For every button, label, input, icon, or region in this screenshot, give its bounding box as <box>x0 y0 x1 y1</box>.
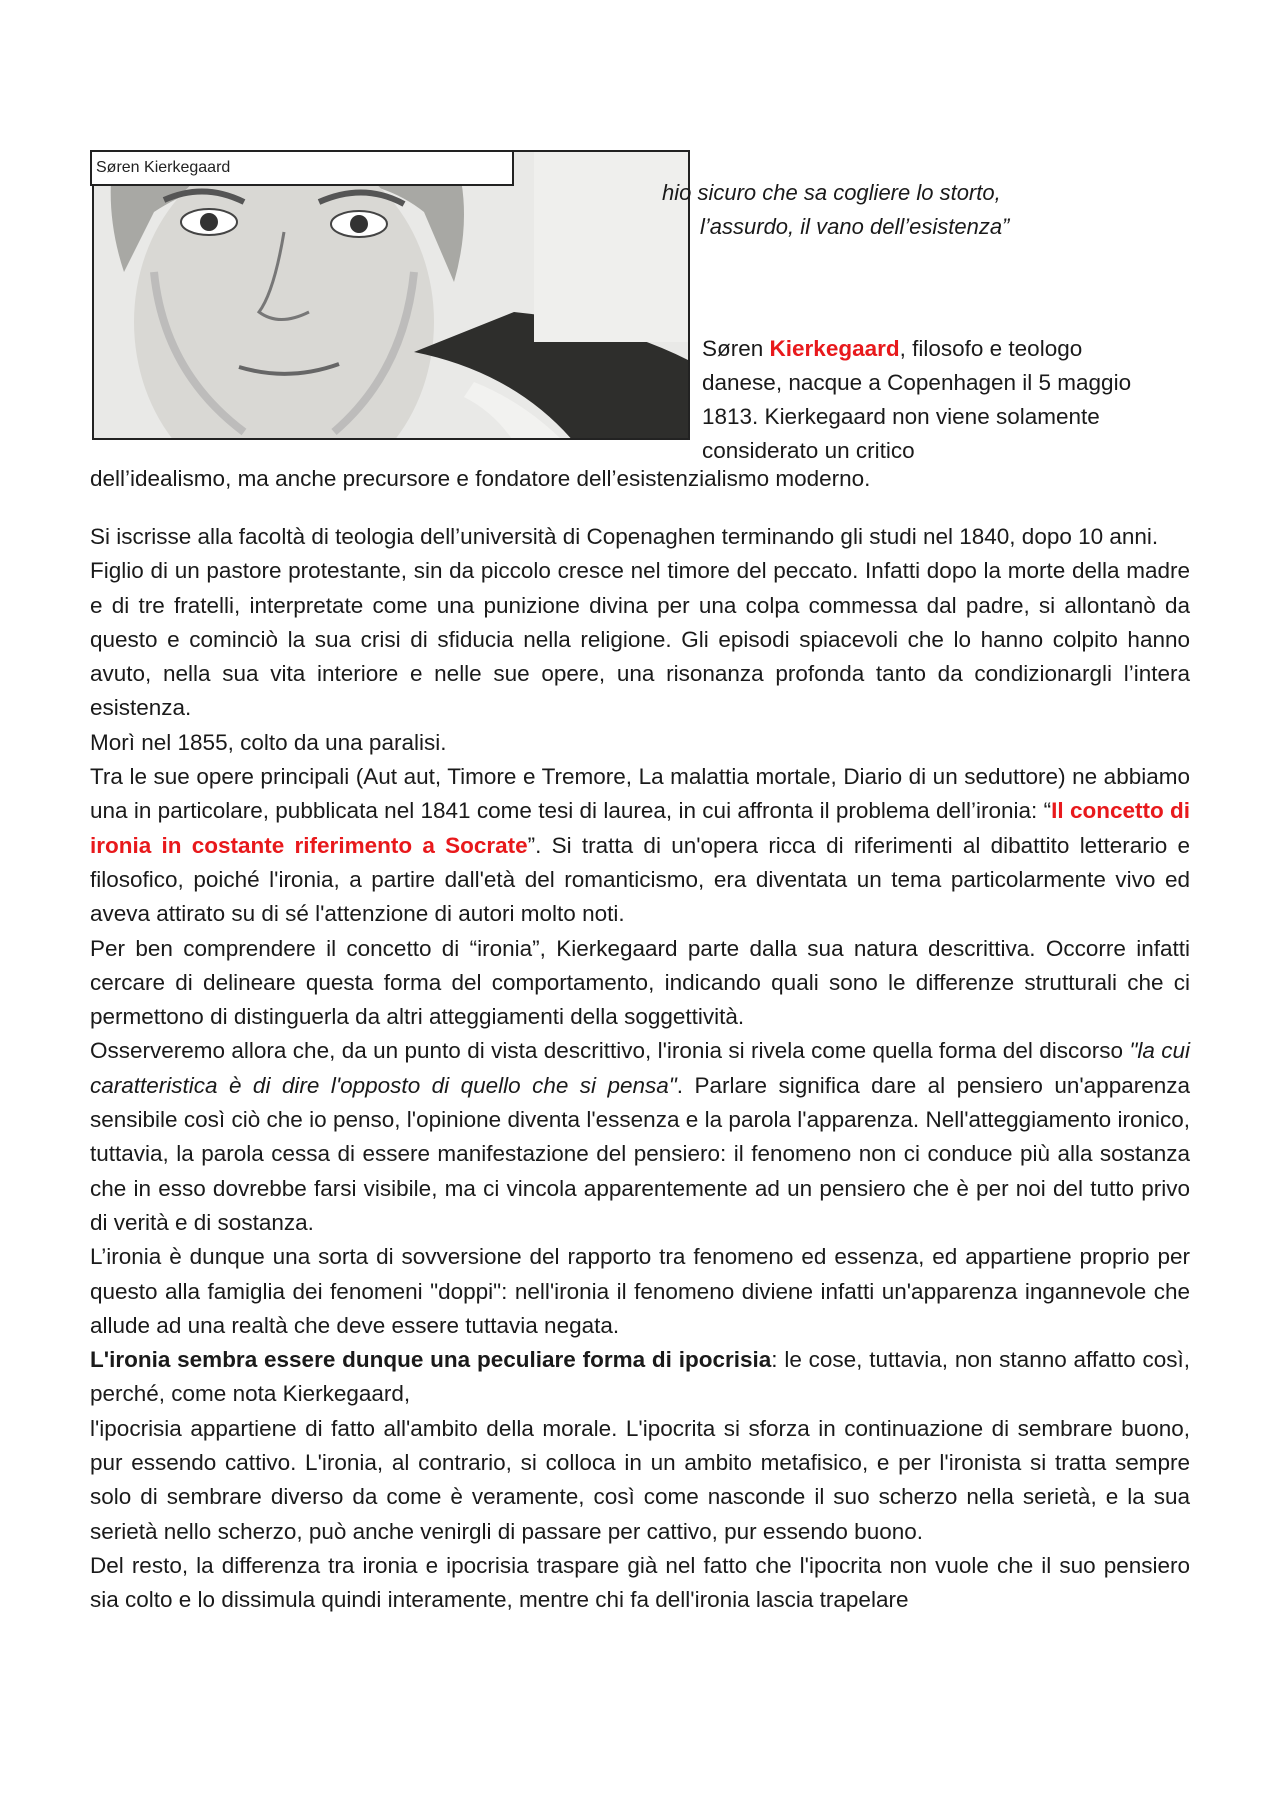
paragraph-morality: l'ipocrisia appartiene di fatto all'ambito della morale. L'ipocrita si sforza in continuazione di sembrare buono, pur essendo cattivo. L'ironia, al contrario, si colloca in un ambito metafisico, e per l'ironista si tratta sempre solo di sembrare diverso da come è veramente, così come nasconde il suo scherzo nella serietà, e la sua serietà nello scherzo, può anche venirgli di passare per cattivo, pur essendo buono. <box>90 1415 1190 1544</box>
intro-paragraph <box>702 332 1162 468</box>
quote-line-2: l’assurdo, il vano dell’esistenza” <box>700 214 1010 239</box>
body-text <box>90 520 1190 1618</box>
author-name-highlight: Kierkegaard <box>769 336 900 361</box>
portrait-caption: Søren Kierkegaard <box>90 150 514 186</box>
portrait-engraving-icon <box>94 152 690 440</box>
epigraph-quote <box>662 176 1150 244</box>
intro-post: , filosofo e teologo danese, nacque a Copenhagen il 5 maggio 1813. Kierkegaard non viene solamente considerato un critico <box>702 336 1132 463</box>
work-title-highlight: Il concetto di ironia in costante riferimento a Socrate <box>90 798 1191 858</box>
paragraph-irony-description <box>90 1034 1190 1240</box>
works-intro: Tra le sue opere principali (Aut aut, Timore e Tremore, La malattia mortale, Diario di un seduttore) ne abbiamo una in particolare, pubblicata nel 1841 come tesi di laurea, in cui affronta il problema dell’ironia: “ <box>90 764 1190 824</box>
works-description: ”. Si tratta di un'opera ricca di riferimenti al dibattito letterario e filosofico, poiché l'ironia, a partire dall'età del romanticismo, era diventata un tema particolarmente vivo ed aveva attirato su di sé l'attenzione di autori molto noti. <box>90 832 1190 927</box>
paragraph-difference: Del resto, la differenza tra ironia e ipocrisia traspare già nel fatto che l'ipocrita non vuole che il suo pensiero sia colto e lo dissimula quindi interamente, mentre chi fa dell'ironia lascia trapelare <box>90 1552 1190 1613</box>
paragraph-irony-concept: Per ben comprendere il concetto di “ironia”, Kierkegaard parte dalla sua natura descrittiva. Occorre infatti cercare di delineare questa forma del comportamento, indicando quali sono le differenze strutturali che ci permettono di distinguerla da altri atteggiamenti della soggettività. <box>90 935 1190 1030</box>
paragraph-death: Morì nel 1855, colto da una paralisi. <box>90 729 447 755</box>
intro-pre: Søren <box>702 336 770 361</box>
paragraph-irony-hypocrisy <box>90 1343 1190 1412</box>
irony-description-post: . Parlare significa dare al pensiero un'apparenza sensibile così ciò che io penso, l'opinione diventa l'essenza e la parola l'apparenza. Nell'atteggiamento ironico, tuttavia, la parola cessa di essere manifestazione del pensiero: il fenomeno non ci conduce più alla sostanza che in esso dovrebbe farsi visibile, ma ci vincola apparentemente ad un pensiero che è per noi del tutto privo di verità e di sostanza. <box>90 1072 1190 1235</box>
hypocrisy-bold-statement: L'ironia sembra essere dunque una peculiare forma di ipocrisia <box>90 1347 772 1373</box>
paragraph-works <box>90 760 1190 931</box>
paragraph-studies: Si iscrisse alla facoltà di teologia dell’università di Copenaghen terminando gli studi nel 1840, dopo 10 anni. <box>90 524 1159 549</box>
irony-definition-quote: "la cui caratteristica è di dire l'opposto di quello che si pensa" <box>90 1038 1190 1098</box>
quote-line-1: hio sicuro che sa cogliere lo storto, <box>662 180 1001 205</box>
portrait-image <box>92 150 690 440</box>
irony-description-pre: Osserveremo allora che, da un punto di vista descrittivo, l'ironia si rivela come quella forma del discorso <box>90 1038 1130 1064</box>
hypocrisy-post: : le cose, tuttavia, non stanno affatto così, perché, come nota Kierkegaard, <box>90 1347 1190 1407</box>
paragraph-childhood: Figlio di un pastore protestante, sin da piccolo cresce nel timore del peccato. Infatti dopo la morte della madre e di tre fratelli, interpretate come una punizione divina per una colpa commessa dal padre, si allontanò da questo e cominciò la sua crisi di sfiducia nella religione. Gli episodi spiacevoli che lo hanno colpito hanno avuto, nella sua vita interiore e nelle sue opere, una risonanza profonda tanto da condizionargli l’intera esistenza. <box>90 558 1190 721</box>
intro-continuation: dell’idealismo, ma anche precursore e fondatore dell’esistenzialismo moderno. <box>90 466 871 491</box>
paragraph-irony-subversion: L’ironia è dunque una sorta di sovversione del rapporto tra fenomeno ed essenza, ed appartiene proprio per questo alla famiglia dei fenomeni "doppi": nell'ironia il fenomeno diviene infatti un'apparenza ingannevole che allude ad una realtà che deve essere tuttavia negata. <box>90 1244 1190 1338</box>
